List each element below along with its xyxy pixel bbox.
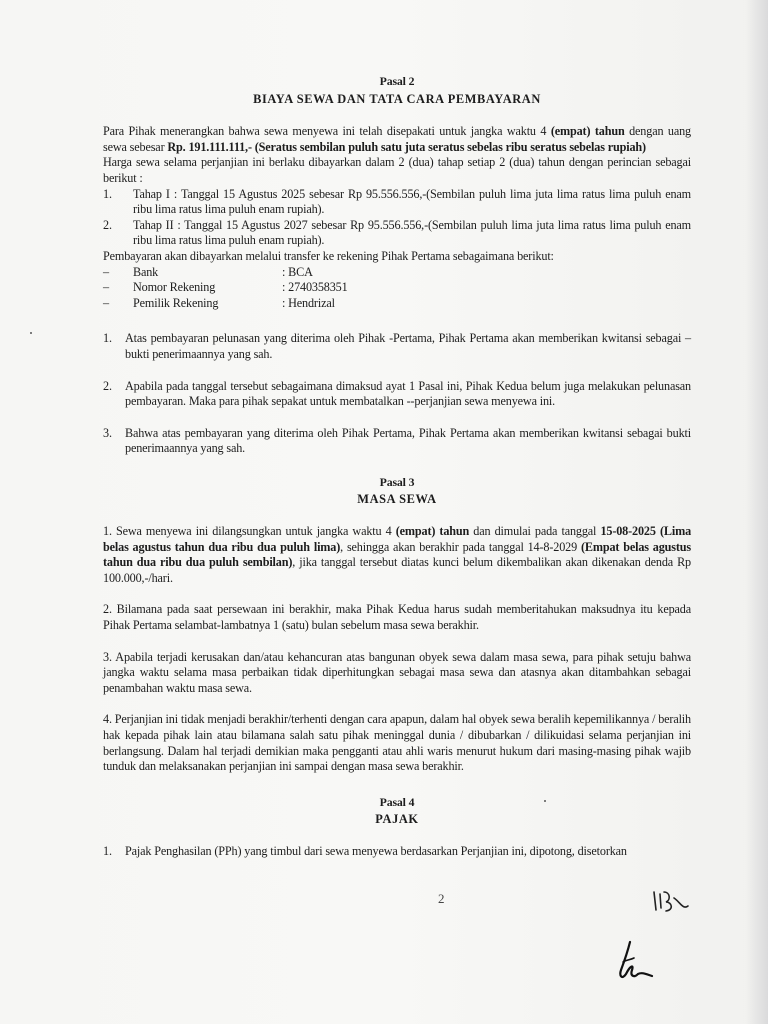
pasal-2-intro: Para Pihak menerangkan bahwa sewa menyewa ini telah disepakati untuk jangka waktu 4 (empat) tahun dengan uang sewa sebesar Rp. 191.111.111,- (Seratus sembilan puluh satu juta seratus sebelas ribu seratus sebelas rupiah): [103, 124, 691, 154]
bank-account-number-row: – Nomor Rekening : 2740358351: [103, 280, 348, 295]
signature-paraf-icon: [612, 940, 662, 989]
pasal-4-paragraph-1: 1. Pajak Penghasilan (PPh) yang timbul dari sewa menyewa berdasarkan Perjanjian ini, dipotong, disetorkan: [103, 843, 627, 858]
pasal-2-point: 3. Bahwa atas pembayaran yang diterima oleh Pihak Pertama, Pihak Pertama akan memberikan kwitansi sebagai bukti penerimaannya yang sah.: [103, 425, 691, 456]
pasal-3-paragraph-4: 4. Perjanjian ini tidak menjadi berakhir/terhenti dengan cara apapun, dalam hal obyek sewa beralih kepemilikannya / beralih hak kepada pihak lain atau bilamana salah satu pihak meninggal dunia / dibubarkan / dilikuidasi selama perjanjian ini berlangsung. Dalam hal terjadi demikian maka pengganti atau ahli waris menurut hukum dari masing-masing pihak wajib tunduk dan melaksanakan perjanjian ini sampai dengan masa sewa berakhir.: [103, 712, 691, 774]
tahap-item: 2. Tahap II : Tanggal 15 Agustus 2027 sebesar Rp 95.556.556,-(Sembilan puluh lima juta lima ratus lima puluh enam ribu lima ratus lima puluh enam rupiah).: [103, 217, 691, 248]
pasal-4-title: PAJAK: [375, 812, 419, 827]
scan-speck: [544, 800, 546, 802]
pasal-3-paragraph-3: 3. Apabila terjadi kerusakan dan/atau kehancuran atas bangunan obyek sewa dalam masa sewa, para pihak setuju bahwa jangka waktu selama masa perbaikan tidak diperhitungkan sebagai masa sewa dan atasnya akan ditambahkan sebagai penambahan waktu masa sewa.: [103, 649, 691, 695]
pasal-4-number: Pasal 4: [379, 794, 415, 809]
bank-account-owner-row: – Pemilik Rekening : Hendrizal: [103, 295, 335, 310]
pasal-2-title: BIAYA SEWA DAN TATA CARA PEMBAYARAN: [253, 91, 541, 106]
pasal-2-point: 1. Atas pembayaran pelunasan yang diterima oleh Pihak -Pertama, Pihak Pertama akan memberikan kwitansi sebagai –bukti penerimaannya yang sah.: [103, 331, 691, 361]
pasal-3-paragraph-2: 2. Bilamana pada saat persewaan ini berakhir, maka Pihak Kedua harus sudah memberitahukan maksudnya itu kepada Pihak Pertama selambat-lambatnya 1 (satu) bulan sebelum masa sewa berakhir.: [103, 602, 691, 633]
scan-speck: [30, 332, 32, 334]
pasal-2-harga-text: Harga sewa selama perjanjian ini berlaku dibayarkan dalam 2 (dua) tahap setiap 2 (dua) tahun dengan perincian sebagai berikut :: [103, 155, 691, 185]
pasal-2-number: Pasal 2: [379, 74, 415, 88]
document-content: [103, 74, 691, 860]
pasal-3-paragraph-1: 1. Sewa menyewa ini dilangsungkan untuk jangka waktu 4 (empat) tahun dan dimulai pada tanggal 15-08-2025 (Lima belas agustus tahun dua ribu dua puluh lima), sehingga akan berakhir pada tanggal 14-8-2029 (Empat belas agustus tahun dua ribu dua puluh sembilan), jika tanggal tersebut diatas kunci belum dikembalikan akan dikenakan denda Rp 100.000,-/hari.: [103, 524, 692, 585]
pasal-2-point: 2. Apabila pada tanggal tersebut sebagaimana dimaksud ayat 1 Pasal ini, Pihak Kedua belum juga melakukan pelunasan pembayaran. Maka para pihak sepakat untuk membatalkan --perjanjian sewa menyewa ini.: [103, 378, 691, 409]
pasal-3-number: Pasal 3: [379, 474, 415, 489]
page-edge-shadow: [746, 0, 768, 1024]
initials-paraf-icon: [650, 888, 690, 923]
pasal-3-title: MASA SEWA: [357, 492, 437, 507]
bank-row: – Bank : BCA: [103, 264, 313, 279]
tahap-item: 1. Tahap I : Tanggal 15 Agustus 2025 sebesar Rp 95.556.556,-(Sembilan puluh lima juta lima ratus lima puluh enam ribu lima ratus lima puluh enam rupiah).: [103, 186, 691, 217]
page-number: 2: [438, 891, 445, 906]
pasal-2-transfer-text: Pembayaran akan dibayarkan melalui transfer ke rekening Pihak Pertama sebagaimana berikut:: [103, 248, 554, 263]
